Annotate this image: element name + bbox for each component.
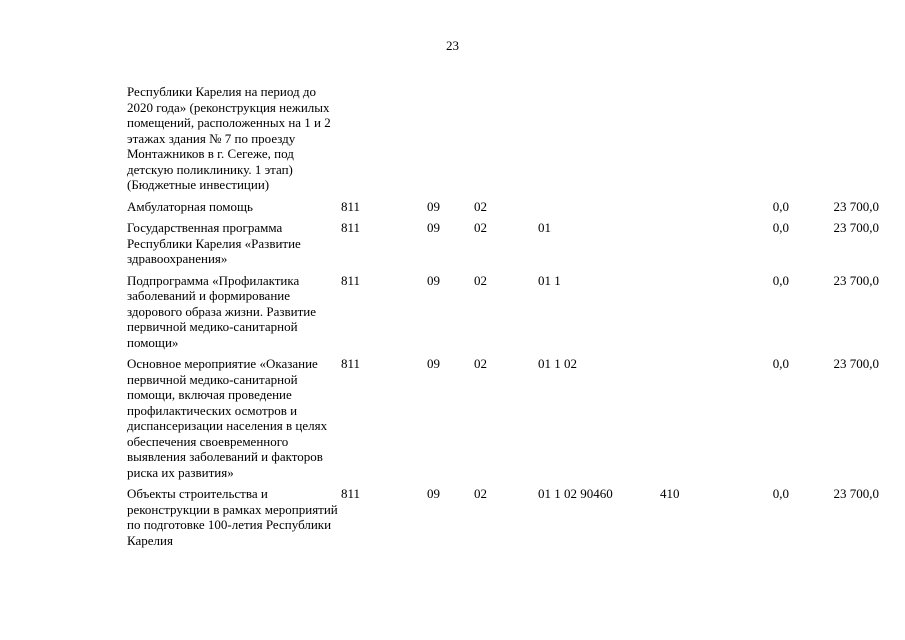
cell-ministry: 811 — [341, 356, 361, 371]
cell-expense-type — [660, 84, 768, 193]
cell-amount-2: 23 700,0 — [833, 272, 879, 288]
cell-subsection: 02 — [474, 356, 487, 371]
cell-target-article — [538, 84, 660, 193]
cell-section: 09 — [427, 198, 440, 214]
cell-section — [427, 84, 474, 193]
cell-ministry: 811 — [341, 220, 361, 235]
cell-amount-1: 0,0 — [772, 198, 789, 214]
table-row — [127, 480, 879, 548]
table-row — [127, 350, 879, 480]
cell-target-article: 01 1 02 90460 — [538, 486, 613, 501]
cell-name: Основное мероприятие «Оказание первичной медико-санитарной помощи, включая проведение профилактических осмотров и диспансеризации населения в целях обеспечения своевременного выявления заболеваний и факторов риска их развития» — [127, 356, 328, 480]
cell-target-article: 01 1 — [538, 272, 561, 288]
cell-section: 09 — [427, 356, 440, 371]
cell-amount-2: 23 700,0 — [833, 486, 879, 501]
cell-expense-type — [660, 214, 768, 267]
cell-amount-1: 0,0 — [772, 220, 789, 235]
cell-amount-2 — [789, 84, 879, 193]
cell-name: Амбулаторная помощь — [127, 198, 253, 214]
cell-amount-2: 23 700,0 — [833, 198, 879, 214]
cell-subsection — [474, 84, 538, 193]
cell-name: Подпрограмма «Профилактика заболеваний и формирование здорового образа жизни. Развитие первичной медико-санитарной помощи» — [127, 272, 316, 350]
cell-ministry: 811 — [341, 486, 361, 501]
cell-subsection: 02 — [474, 198, 487, 214]
cell-subsection: 02 — [474, 486, 487, 501]
table-row — [127, 84, 879, 193]
cell-name: Объекты строительства и реконструкции в рамках мероприятий по подготовке 100-летия Республики Карелия — [127, 486, 338, 548]
cell-ministry: 811 — [341, 198, 361, 214]
table-row — [127, 193, 879, 215]
cell-expense-type — [660, 350, 768, 480]
cell-subsection: 02 — [474, 272, 487, 288]
cell-target-article: 01 — [538, 220, 551, 235]
cell-amount-2: 23 700,0 — [833, 356, 879, 371]
cell-amount-2: 23 700,0 — [833, 220, 879, 235]
cell-amount-1: 0,0 — [772, 486, 789, 501]
cell-section: 09 — [427, 486, 440, 501]
page-number: 23 — [446, 38, 459, 53]
cell-name: Республики Карелия на период до 2020 года» (реконструкция нежилых помещений, расположенных на 1 и 2 этажах здания № 7 по проезду Монтажников в г. Сегеже, под детскую поликлинику. 1 этап) (Бюджетные инвестиции) — [127, 84, 331, 192]
budget-table — [127, 84, 879, 548]
cell-section: 09 — [427, 220, 440, 235]
cell-amount-1 — [768, 84, 789, 193]
cell-expense-type: 410 — [660, 486, 680, 501]
cell-subsection: 02 — [474, 220, 487, 235]
cell-target-article: 01 1 02 — [538, 356, 577, 371]
cell-section: 09 — [427, 272, 440, 288]
cell-expense-type — [660, 267, 768, 351]
cell-target-article — [538, 193, 660, 215]
cell-amount-1: 0,0 — [772, 356, 789, 371]
table-row — [127, 214, 879, 267]
cell-name: Государственная программа Республики Карелия «Развитие здравоохранения» — [127, 220, 301, 266]
cell-amount-1: 0,0 — [772, 272, 789, 288]
table-row — [127, 267, 879, 351]
cell-expense-type — [660, 193, 768, 215]
cell-ministry: 811 — [341, 272, 361, 288]
cell-ministry — [341, 84, 427, 193]
